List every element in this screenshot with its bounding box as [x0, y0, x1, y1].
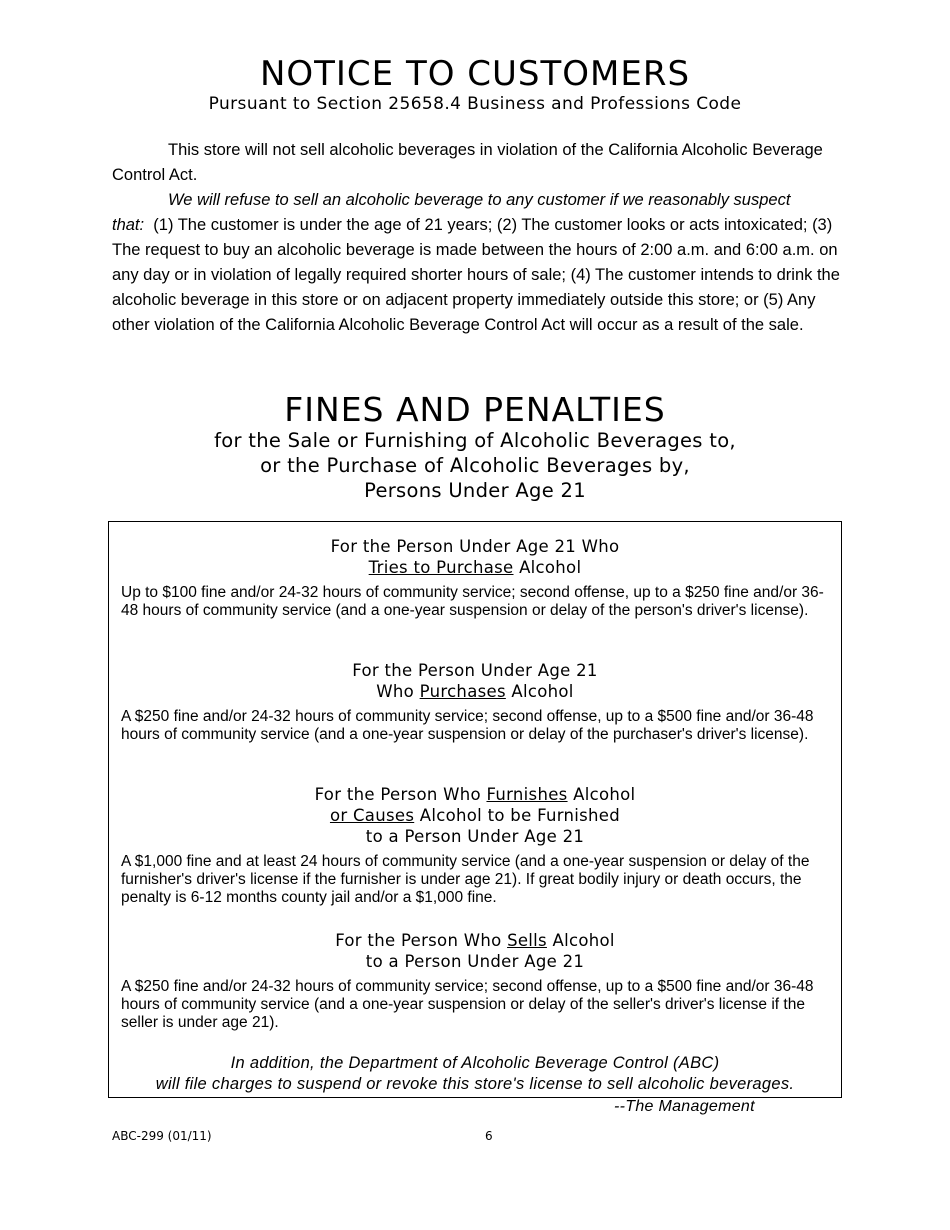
notice-subtitle: Pursuant to Section 25658.4 Business and Professions Code — [208, 94, 742, 114]
heading-text: For the Person Who — [335, 931, 502, 950]
heading-text: Alcohol — [552, 931, 615, 950]
notice-paragraph-1: This store will not sell alcoholic beverages in violation of the California Alcoholic Beverage Control Act. — [112, 141, 823, 184]
heading-line: to a Person Under Age 21 — [365, 952, 585, 971]
heading-line — [109, 557, 841, 578]
section-text: A $250 fine and/or 24-32 hours of community service; second offense, up to a $500 fine and/or 36-48 hours of community service (and a one-year suspension or delay of the purchaser's driver's license). — [121, 708, 814, 743]
heading-text: Alcohol — [519, 558, 582, 577]
notice-paragraph-2-italic: We will refuse to sell an alcoholic beverage to any customer if we reasonably suspect that: — [112, 191, 791, 234]
heading-text: Alcohol to be Furnished — [419, 806, 621, 825]
section-tries-to-purchase — [109, 536, 841, 620]
management-signature: --The Management — [614, 1098, 755, 1115]
section-heading — [109, 784, 841, 847]
fines-title: FINES AND PENALTIES — [284, 390, 666, 429]
form-number: ABC-299 (01/11) — [112, 1129, 212, 1143]
section-heading — [109, 536, 841, 578]
heading-line: For the Person Under Age 21 — [352, 661, 598, 680]
abc-notice-line-1: In addition, the Department of Alcoholic Beverage Control (ABC) — [230, 1054, 720, 1072]
section-purchases — [109, 660, 841, 744]
section-text: A $1,000 fine and at least 24 hours of community service (and a one-year suspension or delay of the furnisher's driver's license if the furnisher is under age 21). If great bodily injury or death occurs, the penalty is 6-12 months county jail and/or a $1,000 fine. — [121, 853, 810, 906]
notice-title: NOTICE TO CUSTOMERS — [259, 54, 691, 94]
penalties-box — [108, 521, 842, 1098]
heading-line — [109, 784, 841, 805]
section-sells — [109, 930, 841, 1032]
notice-paragraph-2-text: (1) The customer is under the age of 21 years; (2) The customer looks or acts intoxicated; (3) The request to buy an alcoholic beverage is made between the hours of 2:00 a.m. and 6:00 a.m. on any day or in violation of legally required shorter hours of sale; (4) The customer intends to drink the alcoholic beverage in this store or on adjacent property immediately outside this store; or (5) Any other violation of the California Alcoholic Beverage Control Act will occur as a result of the sale. — [112, 216, 840, 334]
heading-line — [109, 805, 841, 826]
section-text: A $250 fine and/or 24-32 hours of community service; second offense, up to a $500 fine and/or 36-48 hours of community service (and a one-year suspension or delay of the seller's driver's license if the seller is under age 21). — [121, 978, 814, 1031]
fines-subtitle-line-2: or the Purchase of Alcoholic Beverages by, — [260, 454, 690, 477]
heading-line — [109, 930, 841, 951]
fines-subtitle — [0, 428, 950, 503]
section-heading — [109, 660, 841, 702]
heading-underlined: Furnishes — [486, 785, 568, 804]
section-heading — [109, 930, 841, 972]
heading-underlined: Purchases — [419, 682, 506, 701]
abc-notice — [0, 1053, 950, 1095]
fines-subtitle-line-1: for the Sale or Furnishing of Alcoholic Beverages to, — [214, 429, 736, 452]
heading-text: For the Person Who — [314, 785, 481, 804]
heading-line — [109, 681, 841, 702]
heading-underlined: or Causes — [329, 806, 415, 825]
notice-paragraph-2 — [112, 188, 842, 338]
heading-line: For the Person Under Age 21 Who — [330, 537, 620, 556]
fines-subtitle-line-3: Persons Under Age 21 — [364, 479, 586, 502]
section-text: Up to $100 fine and/or 24-32 hours of community service; second offense, up to a $250 fine and/or 36-48 hours of community service (and a one-year suspension or delay of the person's driver's license). — [121, 584, 824, 619]
heading-underlined: Sells — [507, 931, 547, 950]
page-number: 6 — [485, 1129, 493, 1143]
heading-line: to a Person Under Age 21 — [365, 827, 585, 846]
heading-underlined: Tries to Purchase — [368, 558, 514, 577]
abc-notice-line-2: will file charges to suspend or revoke this store's license to sell alcoholic beverages. — [155, 1075, 795, 1093]
heading-text: Alcohol — [573, 785, 636, 804]
heading-text: Alcohol — [511, 682, 574, 701]
section-furnishes — [109, 784, 841, 907]
heading-text: Who — [376, 682, 415, 701]
notice-body — [112, 138, 842, 338]
